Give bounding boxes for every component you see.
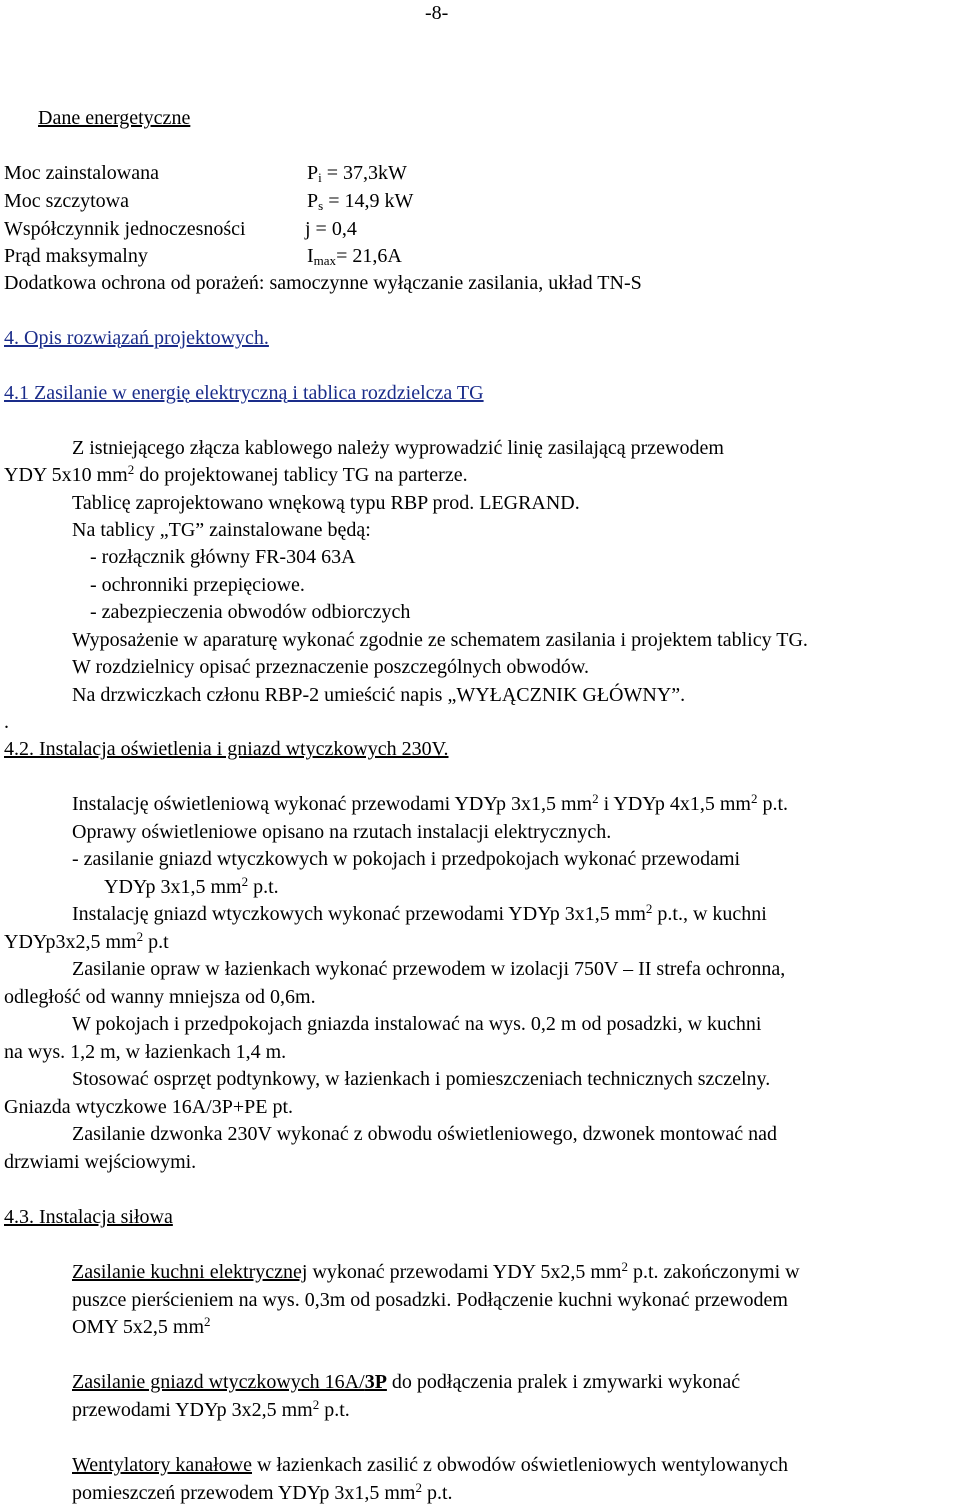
- paragraph: Wyposażenie w aparaturę wykonać zgodnie ze schematem zasilania i projektem tablicy TG.: [72, 629, 808, 651]
- paragraph: puszce pierścieniem na wys. 0,3m od posadzki. Podłączenie kuchni wykonać przewodem: [72, 1289, 788, 1311]
- section-42-heading: 4.2. Instalacja oświetlenia i gniazd wtyczkowych 230V.: [4, 738, 449, 760]
- energy-label: Współczynnik jednoczesności: [4, 218, 246, 240]
- paragraph: - zasilanie gniazd wtyczkowych w pokojach i przedpokojach wykonać przewodami: [72, 848, 741, 870]
- paragraph: pomieszczeń przewodem YDYp 3x1,5 $mm^2$ p.t.: [72, 1480, 453, 1504]
- paragraph: Zasilanie opraw w łazienkach wykonać przewodem w izolacji 750V – II strefa ochronna,: [72, 958, 786, 980]
- paragraph: Na tablicy „TG” zainstalowane będą:: [72, 519, 371, 541]
- energy-label: Moc zainstalowana: [4, 162, 159, 184]
- energy-row: [4, 245, 148, 267]
- stray-dot: .: [4, 711, 9, 733]
- paragraph: YDYp3x2,5 $mm^2$ p.t: [4, 929, 169, 953]
- paragraph: Instalację oświetleniową wykonać przewodami YDYp 3x1,5 $mm^2$ i YDYp 4x1,5 $mm^2$ p.t.: [72, 791, 789, 815]
- section-43-heading: 4.3. Instalacja siłowa: [4, 1206, 173, 1228]
- protection-text: Dodatkowa ochrona od porażeń: samoczynne wyłączanie zasilania, układ TN-S: [4, 272, 642, 294]
- list-item: - ochronniki przepięciowe.: [90, 574, 305, 596]
- paragraph: przewodami YDYp 3x2,5 $mm^2$ p.t.: [72, 1397, 350, 1421]
- energy-row: [4, 218, 246, 240]
- page-number: -8-: [425, 2, 449, 24]
- paragraph: Na drzwiczkach członu RBP-2 umieścić napis „WYŁĄCZNIK GŁÓWNY”.: [72, 684, 686, 706]
- energy-label: Prąd maksymalny: [4, 245, 148, 267]
- paragraph: OMY 5x2,5 $mm^2$: [72, 1314, 211, 1338]
- list-item: - rozłącznik główny FR-304 63A: [90, 546, 356, 568]
- energy-value: j = 0,4: [305, 218, 357, 240]
- energy-label: Moc szczytowa: [4, 190, 129, 212]
- list-item: - zabezpieczenia obwodów odbiorczych: [90, 601, 411, 623]
- energy-value: $I_{max}= 21,6A$: [307, 245, 402, 268]
- section-41-heading: 4.1 Zasilanie w energię elektryczną i tablica rozdzielcza TG: [4, 382, 484, 404]
- paragraph: Oprawy oświetleniowe opisano na rzutach instalacji elektrycznych.: [72, 821, 612, 843]
- paragraph: drzwiami wejściowymi.: [4, 1151, 197, 1173]
- paragraph: Wentylatory kanałowe w łazienkach zasilić z obwodów oświetleniowych wentylowanych: [72, 1454, 788, 1476]
- paragraph: YDYp 3x1,5 $mm^2$ p.t.: [104, 874, 279, 898]
- paragraph: Tablicę zaprojektowano wnękową typu RBP prod. LEGRAND.: [72, 492, 580, 514]
- section-4-heading: 4. Opis rozwiązań projektowych.: [4, 327, 269, 349]
- paragraph: Gniazda wtyczkowe 16A/3P+PE pt.: [4, 1096, 294, 1118]
- energy-row: [4, 162, 159, 184]
- paragraph: odległość od wanny mniejsza od 0,6m.: [4, 986, 316, 1008]
- paragraph: Zasilanie kuchni elektrycznej wykonać przewodami YDY 5x2,5 $mm^2$ p.t. zakończonymi w: [72, 1259, 800, 1283]
- paragraph: Z istniejącego złącza kablowego należy wyprowadzić linię zasilającą przewodem: [72, 437, 724, 459]
- energy-row: [4, 190, 129, 212]
- energy-heading: Dane energetyczne: [38, 107, 191, 129]
- paragraph: YDY 5x10 $mm^2$ do projektowanej tablicy TG na parterze.: [4, 462, 468, 486]
- paragraph: Zasilanie gniazd wtyczkowych 16A/3P do podłączenia pralek i zmywarki wykonać: [72, 1371, 741, 1393]
- paragraph: W rozdzielnicy opisać przeznaczenie poszczególnych obwodów.: [72, 656, 589, 678]
- paragraph: W pokojach i przedpokojach gniazda instalować na wys. 0,2 m od posadzki, w kuchni: [72, 1013, 762, 1035]
- energy-value: $P_s = 14,9$ kW: [307, 190, 414, 213]
- energy-value: $P_i = 37,3kW$: [307, 162, 407, 185]
- paragraph: Zasilanie dzwonka 230V wykonać z obwodu oświetleniowego, dzwonek montować nad: [72, 1123, 778, 1145]
- paragraph: Stosować osprzęt podtynkowy, w łazienkach i pomieszczeniach technicznych szczelny.: [72, 1068, 771, 1090]
- paragraph: Instalację gniazd wtyczkowych wykonać przewodami YDYp 3x1,5 $mm^2$ p.t., w kuchni: [72, 901, 767, 925]
- paragraph: na wys. 1,2 m, w łazienkach 1,4 m.: [4, 1041, 287, 1063]
